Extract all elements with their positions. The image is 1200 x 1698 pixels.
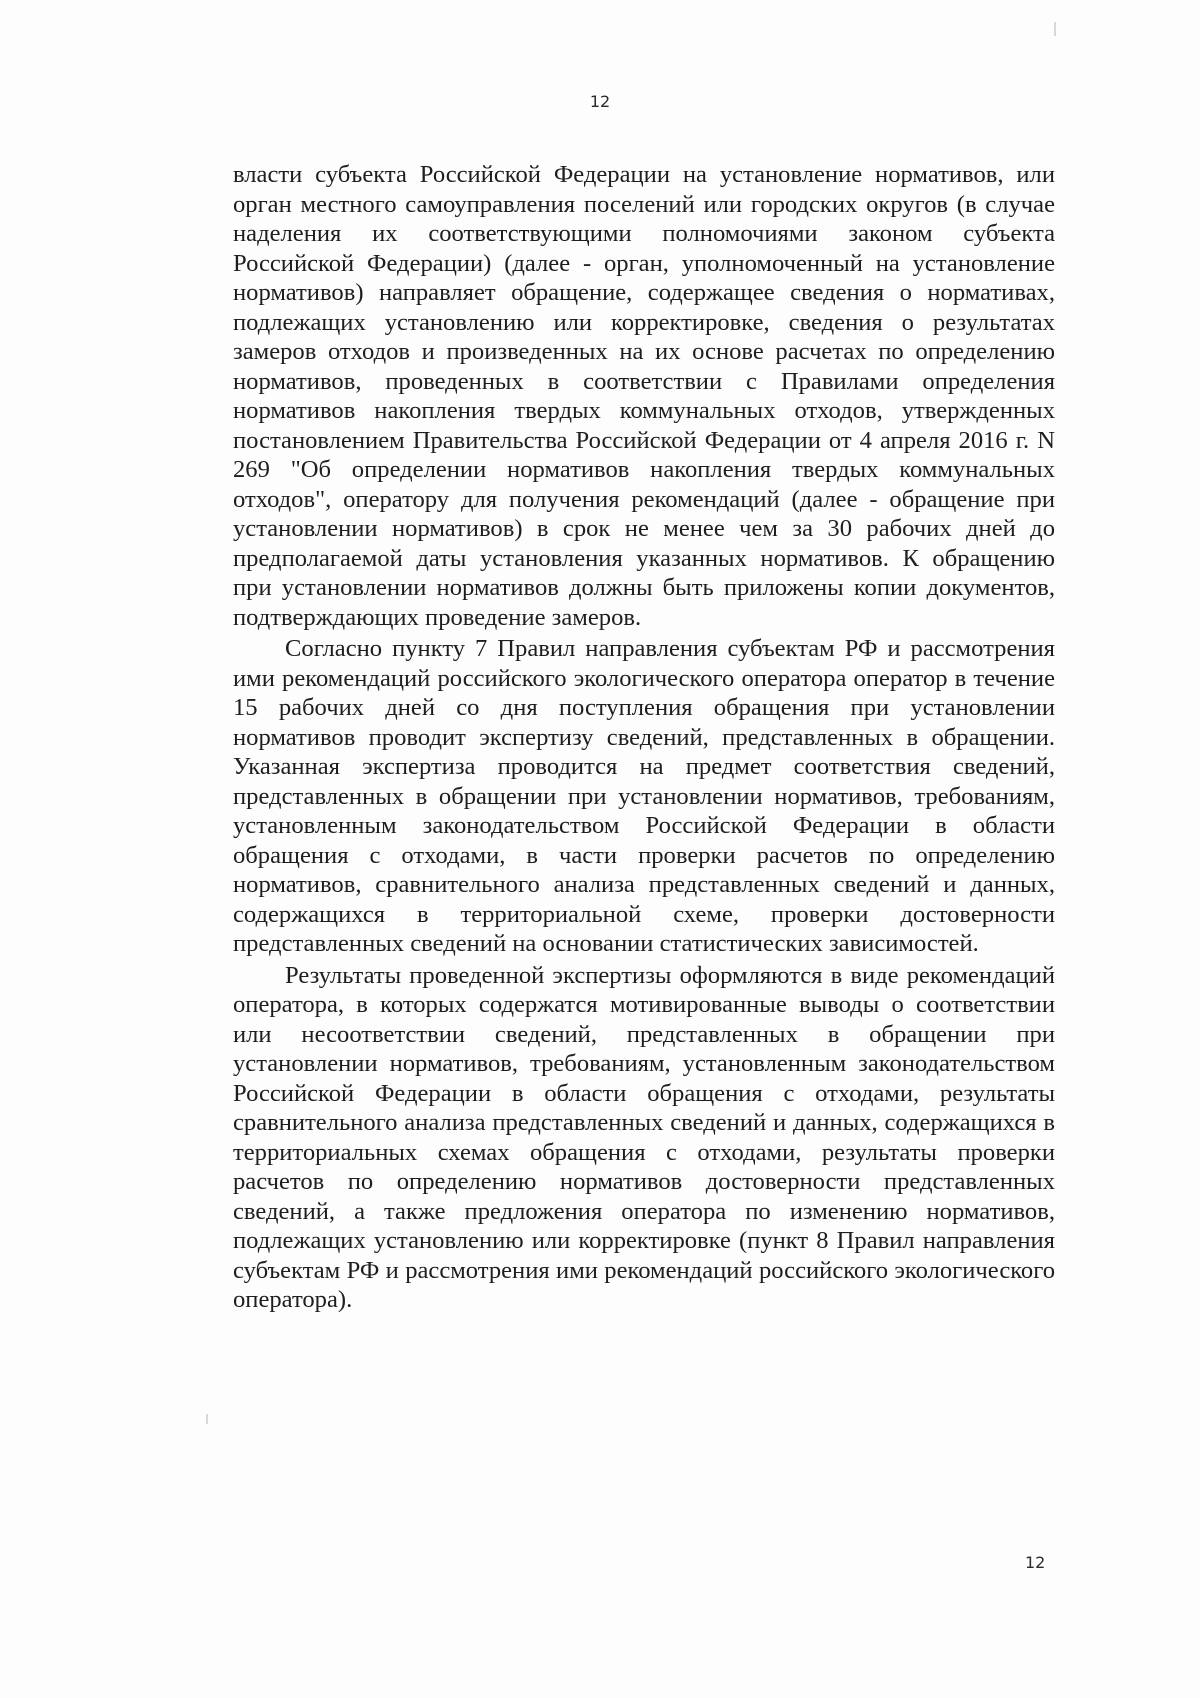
page-number-top: 12 [589, 92, 611, 111]
page-number-bottom: 12 [1025, 1553, 1046, 1572]
document-body [233, 160, 1055, 1315]
paragraph-results: Результаты проведенной экспертизы оформляются в виде рекомендаций оператора, в которых содержатся мотивированные выводы о соответствии или несоответствии сведений, представленных в обращении при установлении нормативов, требованиям, установленным законодательством Российской Федерации в области обращения с отходами, результаты сравнительного анализа представленных сведений и данных, содержащихся в территориальных схемах обращения с отходами, результаты проверки расчетов по определению нормативов достоверности представленных сведений, а также предложения оператора по изменению нормативов, подлежащих установлению или корректировке (пункт 8 Правил направления субъектам РФ и рассмотрения ими рекомендаций российского экологического оператора). [233, 961, 1055, 1313]
paragraph-expertise: Согласно пункту 7 Правил направления субъектам РФ и рассмотрения ими рекомендаций российского экологического оператора оператор в течение 15 рабочих дней со дня поступления обращения при установлении нормативов проводит экспертизу сведений, представленных в обращении. Указанная экспертиза проводится на предмет соответствия сведений, представленных в обращении при установлении нормативов, требованиям, установленным законодательством Российской Федерации в области обращения с отходами, в части проверки расчетов по определению нормативов, сравнительного анализа представленных сведений и данных, содержащихся в территориальной схеме, проверки достоверности представленных сведений на основании статистических зависимостей. [233, 635, 1055, 957]
paragraph-continuation: власти субъекта Российской Федерации на установление нормативов, или орган местного самоуправления поселений или городских округов (в случае наделения их соответствующими полномочиями законом субъекта Российской Федерации) (далее - орган, уполномоченный на установление нормативов) направляет обращение, содержащее сведения о нормативах, подлежащих установлению или корректировке, сведения о результатах замеров отходов и произведенных на их основе расчетах по определению нормативов, проведенных в соответствии с Правилами определения нормативов накопления твердых коммунальных отходов, утвержденных постановлением Правительства Российской Федерации от 4 апреля 2016 г. N 269 "Об определении нормативов накопления твердых коммунальных отходов", оператору для получения рекомендаций (далее - обращение при установлении нормативов) в срок не менее чем за 30 рабочих дней до предполагаемой даты установления указанных нормативов. К обращению при установлении нормативов должны быть приложены копии документов, подтверждающих проведение замеров. [233, 161, 1055, 631]
scan-artifact-mark [206, 1414, 208, 1424]
scan-artifact-mark [1054, 22, 1056, 36]
